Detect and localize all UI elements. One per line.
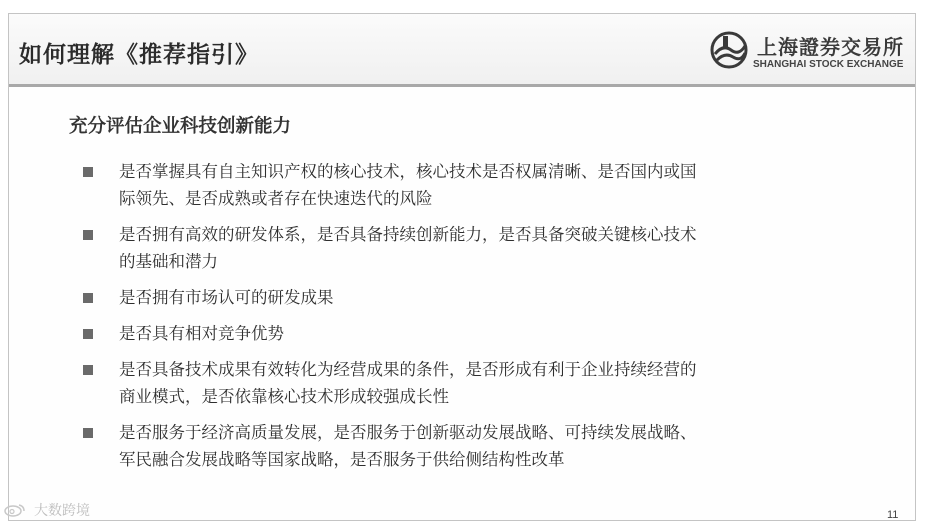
watermark-text: 大数跨境 xyxy=(34,503,90,519)
bullet-text: 是否掌握具有自主知识产权的核心技术，核心技术是否权属清晰、是否国内或国 xyxy=(119,162,697,181)
bullet-item xyxy=(79,284,839,311)
bullet-item xyxy=(79,320,839,347)
slide-header xyxy=(9,14,915,87)
square-bullet-icon xyxy=(83,293,93,303)
logo-english-text: SHANGHAI STOCK EXCHANGE xyxy=(753,59,904,70)
sse-logo-icon xyxy=(709,30,749,70)
bullet-text: 是否拥有高效的研发体系，是否具备持续创新能力，是否具备突破关键核心技术 xyxy=(119,225,697,244)
bullet-item xyxy=(79,221,839,275)
bullet-list xyxy=(79,158,839,482)
square-bullet-icon xyxy=(83,329,93,339)
bullet-text: 的基础和潜力 xyxy=(119,252,218,271)
slide-title: 如何理解《推荐指引》 xyxy=(19,42,259,68)
sse-logo xyxy=(709,30,909,78)
section-subtitle: 充分评估企业科技创新能力 xyxy=(69,116,292,137)
square-bullet-icon xyxy=(83,230,93,240)
bullet-item xyxy=(79,158,839,212)
bullet-item xyxy=(79,419,839,473)
bullet-text: 是否具备技术成果有效转化为经营成果的条件，是否形成有利于企业持续经营的 xyxy=(119,360,697,379)
bullet-text: 际领先、是否成熟或者存在快速迭代的风险 xyxy=(119,189,433,208)
bullet-text: 是否服务于经济高质量发展，是否服务于创新驱动发展战略、可持续发展战略、 xyxy=(119,423,697,442)
bullet-item xyxy=(79,356,839,410)
page-number: 11 xyxy=(887,509,899,521)
slide xyxy=(8,13,916,521)
bullet-text: 商业模式，是否依靠核心技术形成较强成长性 xyxy=(119,387,449,406)
bullet-text: 是否具有相对竞争优势 xyxy=(119,324,284,343)
weibo-icon xyxy=(4,503,26,517)
square-bullet-icon xyxy=(83,365,93,375)
square-bullet-icon xyxy=(83,167,93,177)
watermark xyxy=(4,500,90,524)
bullet-text: 军民融合发展战略等国家战略，是否服务于供给侧结构性改革 xyxy=(119,450,565,469)
logo-chinese-text: 上海證券交易所 xyxy=(757,35,904,59)
bullet-text: 是否拥有市场认可的研发成果 xyxy=(119,288,334,307)
square-bullet-icon xyxy=(83,428,93,438)
